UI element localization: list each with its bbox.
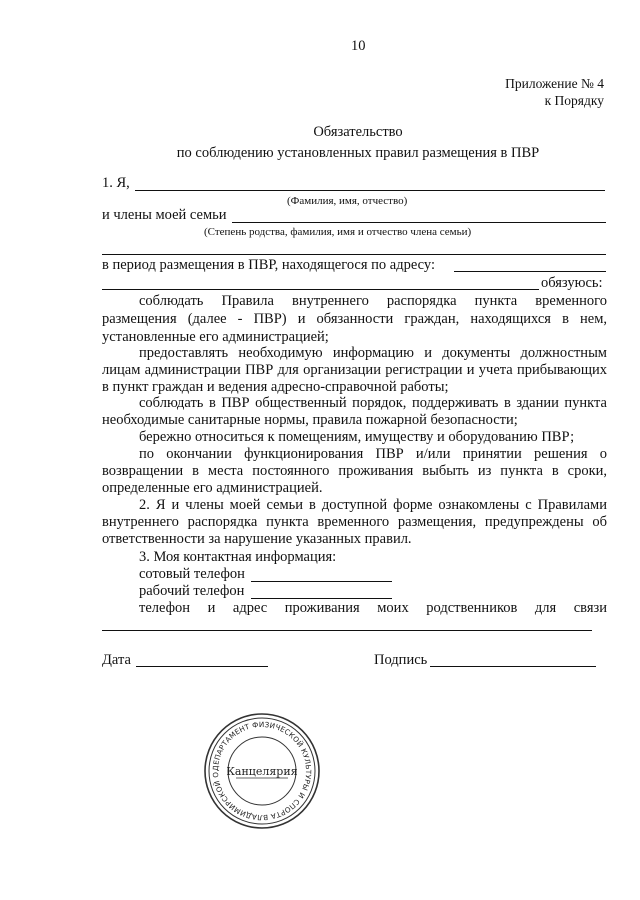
paragraph-6-line-2: внутреннего распорядка пункта временного размещения, предупреждены об [102,514,607,530]
document-title: Обязательство [313,124,403,140]
i-label: 1. Я, [102,175,130,191]
stamp-ring-text: ДЕПАРТАМЕНТ ФИЗИЧЕСКОЙ КУЛЬТУРЫ И СПОРТА ВЛАДИМИРСКОЙ О [210,719,314,823]
appendix-line-2: к Порядку [544,93,604,108]
family-line [232,222,606,223]
office-stamp [203,712,321,830]
address-line-2 [102,289,539,290]
paragraph-2-line-1: предоставлять необходимую информацию и документы должностным [139,345,607,361]
family-caption: (Степень родства, фамилия, имя и отчество члена семьи) [204,226,472,238]
paragraph-2-last: в пункт граждан и ведения адресно-справочной работы; [102,379,449,395]
paragraph-5-line-1: по окончании функционирования ПВР и/или принятии решения о [139,446,607,462]
work-label: рабочий телефон [139,583,245,599]
name-caption: (Фамилия, имя, отчество) [287,195,408,207]
paragraph-1-line-2: размещения (далее - ПВР) и обязанности граждан, находящихся в нем, [102,311,607,327]
family-label: и члены моей семьи [102,207,227,223]
document-subtitle: по соблюдению установленных правил размещения в ПВР [176,145,540,161]
signature-line [430,666,596,667]
family-line-2 [102,254,606,255]
signature-label: Подпись [374,652,428,668]
paragraph-5-line-2: возвращении в места постоянного проживания выбыть из пункта в сроки, [102,463,607,479]
paragraph-5-last: определенные его администрацией. [102,480,323,496]
paragraph-2-line-2: лицам администрации ПВР для организации регистрации и учета прибывающих [102,362,607,378]
mobile-label: сотовый телефон [139,566,245,582]
paragraph-1-last: установленные его администрацией; [102,329,329,345]
work-line [251,598,392,599]
paragraph-3-line-1: соблюдать в ПВР общественный порядок, поддерживать в здании пункта [139,395,607,411]
page-number: 10 [351,38,366,54]
address-line [454,271,606,272]
contacts-heading: 3. Моя контактная информация: [139,549,337,565]
stamp-center-text: Канцелярия [226,765,298,778]
date-line [136,666,268,667]
relatives-line [102,630,592,631]
name-line [135,190,605,191]
date-label: Дата [102,652,131,668]
address-label: в период размещения в ПВР, находящегося по адресу: [102,257,435,273]
paragraph-6-last: ответственности за нарушение указанных правил. [102,531,412,547]
paragraph-3-last: необходимые санитарные нормы, правила пожарной безопасности; [102,412,518,428]
paragraph-1-line-1: соблюдать Правила внутреннего распорядка пункта временного [139,293,607,309]
oblige-label: обязуюсь: [541,275,603,291]
paragraph-4-last: бережно относиться к помещениям, имуществу и оборудованию ПВР; [139,429,575,445]
paragraph-6-line-1: 2. Я и члены моей семьи в доступной форме ознакомлены с Правилами [139,497,607,513]
appendix-line-1: Приложение № 4 [505,76,604,91]
mobile-line [251,581,392,582]
relatives-label: телефон и адрес проживания моих родственников для связи [139,600,607,616]
